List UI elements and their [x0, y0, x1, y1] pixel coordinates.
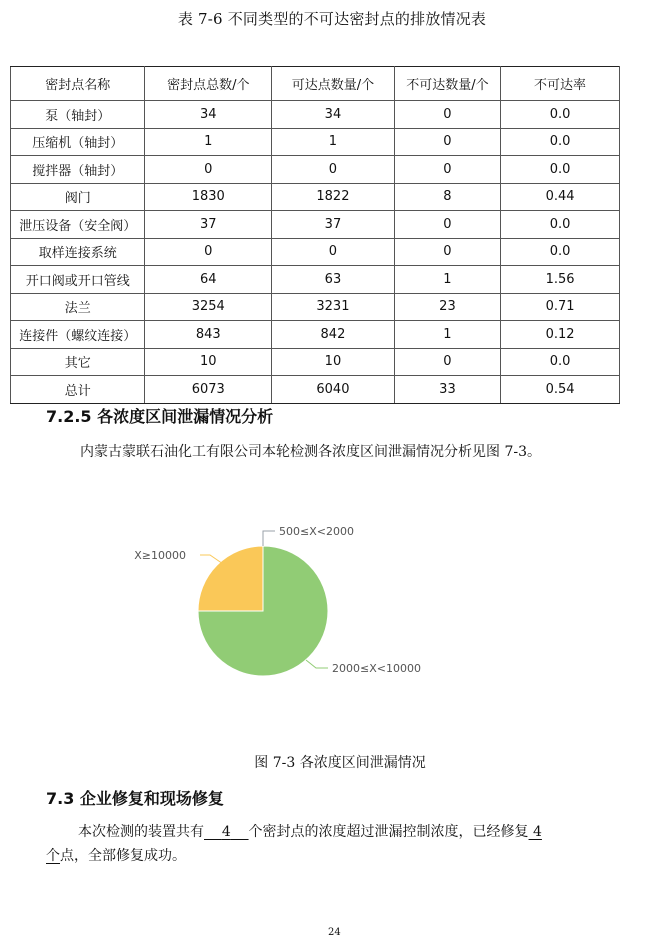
- table-cell: 法兰: [11, 293, 145, 321]
- table-cell: 1.56: [501, 266, 620, 294]
- table-cell: 0: [272, 156, 395, 184]
- pie-chart: [0, 500, 664, 720]
- table-header-cell: 不可达率: [501, 67, 620, 101]
- table-cell: 0: [145, 156, 272, 184]
- pie-label: X≥10000: [134, 549, 186, 562]
- table-cell: 0.54: [501, 376, 620, 404]
- table-row: [11, 293, 620, 321]
- table-cell: 总计: [11, 376, 145, 404]
- text-segment-underlined: 个: [46, 848, 60, 864]
- table-cell: 0: [394, 348, 500, 376]
- table-cell: 23: [394, 293, 500, 321]
- repaired-count: 4: [533, 824, 542, 840]
- table-cell: 10: [272, 348, 395, 376]
- table-row: [11, 321, 620, 349]
- pie-slice: [198, 546, 263, 611]
- table-cell: 0.71: [501, 293, 620, 321]
- table-row: [11, 376, 620, 404]
- table-cell: 阀门: [11, 183, 145, 211]
- figure-caption: 图 7-3 各浓度区间泄漏情况: [254, 755, 426, 771]
- text-segment: 点，全部修复成功。: [60, 848, 186, 864]
- table-cell: 0: [394, 156, 500, 184]
- table-header-cell: 可达点数量/个: [272, 67, 395, 101]
- table-row: [11, 183, 620, 211]
- text-segment: 个密封点的浓度超过泄漏控制浓度，已经修复: [248, 824, 529, 840]
- table-cell: 0.0: [501, 211, 620, 239]
- table-header-cell: 不可达数量/个: [394, 67, 500, 101]
- pie-label: 2000≤X<10000: [332, 662, 421, 675]
- table-cell: 1: [145, 128, 272, 156]
- table-header-row: [11, 67, 620, 101]
- table-row: [11, 156, 620, 184]
- table-cell: 压缩机（轴封）: [11, 128, 145, 156]
- table-cell: 34: [145, 101, 272, 129]
- table-cell: 8: [394, 183, 500, 211]
- table-body: [11, 101, 620, 404]
- table-cell: 63: [272, 266, 395, 294]
- pie-label: 500≤X<2000: [279, 525, 354, 538]
- pie-label-line: [263, 531, 275, 546]
- table-cell: 0: [272, 238, 395, 266]
- table-header-cell: 密封点总数/个: [145, 67, 272, 101]
- table-cell: 0: [394, 238, 500, 266]
- table-cell: 搅拌器（轴封）: [11, 156, 145, 184]
- table-row: [11, 238, 620, 266]
- section-paragraph-7-3: [46, 820, 616, 868]
- table-cell: 1830: [145, 183, 272, 211]
- table-cell: 0: [394, 101, 500, 129]
- table-row: [11, 211, 620, 239]
- seal-point-table: [10, 66, 620, 404]
- text-segment: 本次检测的装置共有: [78, 824, 204, 840]
- page-number: 24: [328, 927, 341, 938]
- pie-label-line: [306, 660, 328, 668]
- table-cell: 0.12: [501, 321, 620, 349]
- table-cell: 3231: [272, 293, 395, 321]
- table-cell: 843: [145, 321, 272, 349]
- section-heading-7-2-5: 7.2.5 各浓度区间泄漏情况分析: [46, 407, 274, 426]
- table-row: [11, 266, 620, 294]
- table-cell: 0.0: [501, 101, 620, 129]
- table-cell: 10: [145, 348, 272, 376]
- table-cell: 0.0: [501, 128, 620, 156]
- table-cell: 开口阀或开口管线: [11, 266, 145, 294]
- table-cell: 6073: [145, 376, 272, 404]
- table-cell: 64: [145, 266, 272, 294]
- table-cell: 泄压设备（安全阀）: [11, 211, 145, 239]
- table-cell: 33: [394, 376, 500, 404]
- table-caption: 表 7-6 不同类型的不可达密封点的排放情况表: [177, 10, 487, 28]
- table-cell: 0: [145, 238, 272, 266]
- table-cell: 0.0: [501, 238, 620, 266]
- table-cell: 1: [394, 266, 500, 294]
- table-cell: 1: [272, 128, 395, 156]
- table-cell: 37: [145, 211, 272, 239]
- table-row: [11, 101, 620, 129]
- exceed-count: 4: [221, 824, 231, 840]
- table-cell: 3254: [145, 293, 272, 321]
- table-cell: 0.0: [501, 156, 620, 184]
- table-cell: 其它: [11, 348, 145, 376]
- table-cell: 连接件（螺纹连接）: [11, 321, 145, 349]
- table-row: [11, 348, 620, 376]
- pie-slices: [198, 546, 328, 676]
- table-cell: 0.0: [501, 348, 620, 376]
- table-cell: 0: [394, 211, 500, 239]
- table-cell: 取样连接系统: [11, 238, 145, 266]
- table-cell: 34: [272, 101, 395, 129]
- table-row: [11, 128, 620, 156]
- table-cell: 0.44: [501, 183, 620, 211]
- section-heading-7-3: 7.3 企业修复和现场修复: [46, 789, 224, 808]
- table-cell: 6040: [272, 376, 395, 404]
- table-cell: 1: [394, 321, 500, 349]
- section-paragraph-7-2-5: 内蒙古蒙联石油化工有限公司本轮检测各浓度区间泄漏情况分析见图 7-3。: [80, 444, 541, 460]
- table-cell: 0: [394, 128, 500, 156]
- table-cell: 泵（轴封）: [11, 101, 145, 129]
- table-header-cell: 密封点名称: [11, 67, 145, 101]
- table-cell: 37: [272, 211, 395, 239]
- table-cell: 1822: [272, 183, 395, 211]
- table-cell: 842: [272, 321, 395, 349]
